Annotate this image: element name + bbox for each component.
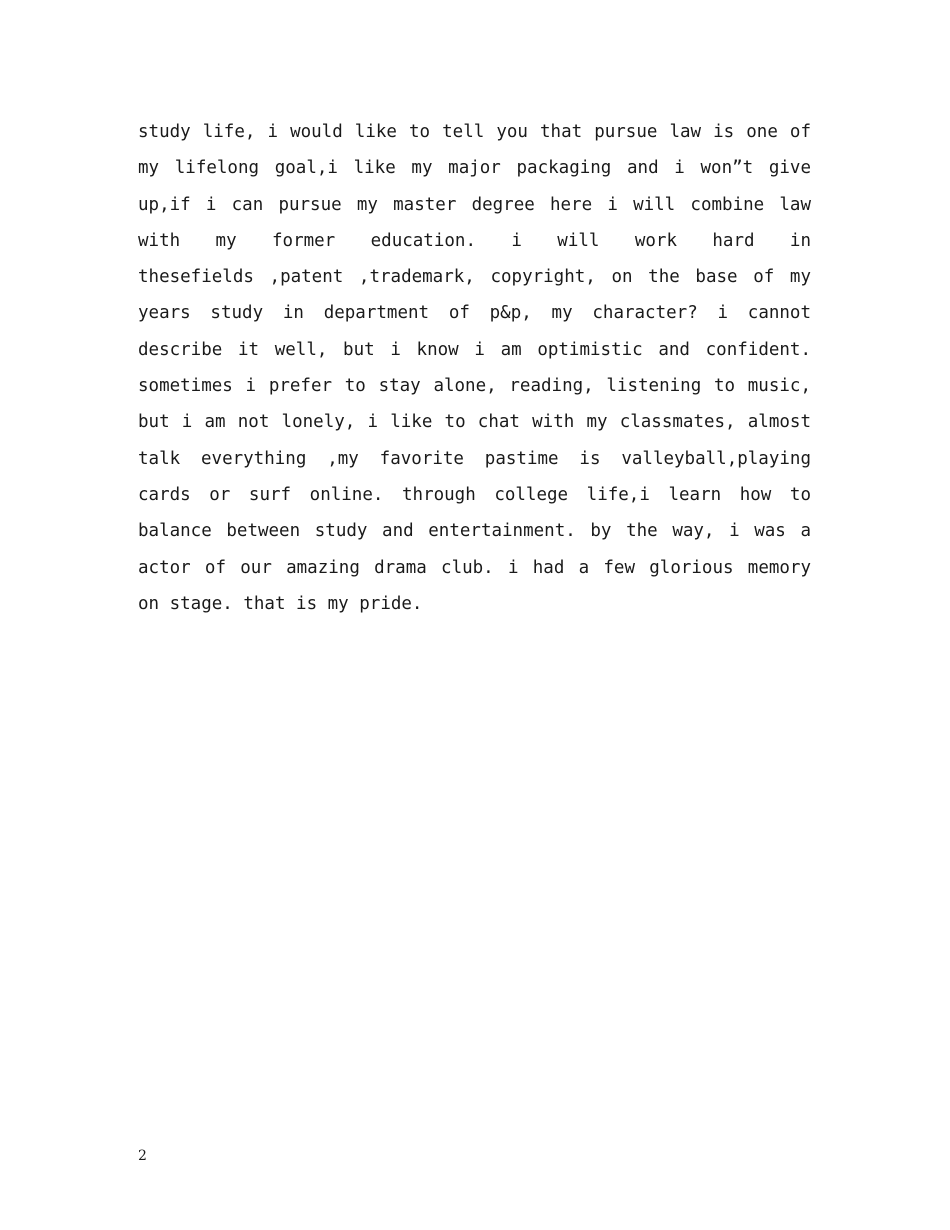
text-line-9: but i am not lonely, i like to chat with my classmates, almost: [138, 412, 811, 433]
text-line-10: talk everything ,my favorite pastime is valleyball,playing: [138, 448, 811, 469]
text-line-2: my lifelong goal,i like my major packaging and i won”t give: [138, 158, 811, 179]
text-line-3: up,if i can pursue my master degree here i will combine law: [138, 194, 811, 215]
body-paragraph: [138, 114, 811, 622]
text-line-11: cards or surf online. through college life,i learn how to: [138, 484, 811, 505]
text-line-5: thesefields ,patent ,trademark, copyright, on the base of my: [138, 267, 811, 288]
page-number: 2: [138, 1148, 147, 1164]
text-line-6: years study in department of p&p, my character? i cannot: [138, 303, 811, 324]
text-line-7: describe it well, but i know i am optimistic and confident.: [138, 339, 811, 360]
text-line-12: balance between study and entertainment. by the way, i was a: [138, 521, 811, 542]
text-line-8: sometimes i prefer to stay alone, reading, listening to music,: [138, 376, 811, 397]
text-line-1: study life, i would like to tell you that pursue law is one of: [138, 122, 811, 142]
text-line-14: on stage. that is my pride.: [138, 593, 423, 614]
text-line-4: with my former education. i will work hard in: [138, 230, 811, 251]
text-line-13: actor of our amazing drama club. i had a few glorious memory: [138, 557, 811, 578]
